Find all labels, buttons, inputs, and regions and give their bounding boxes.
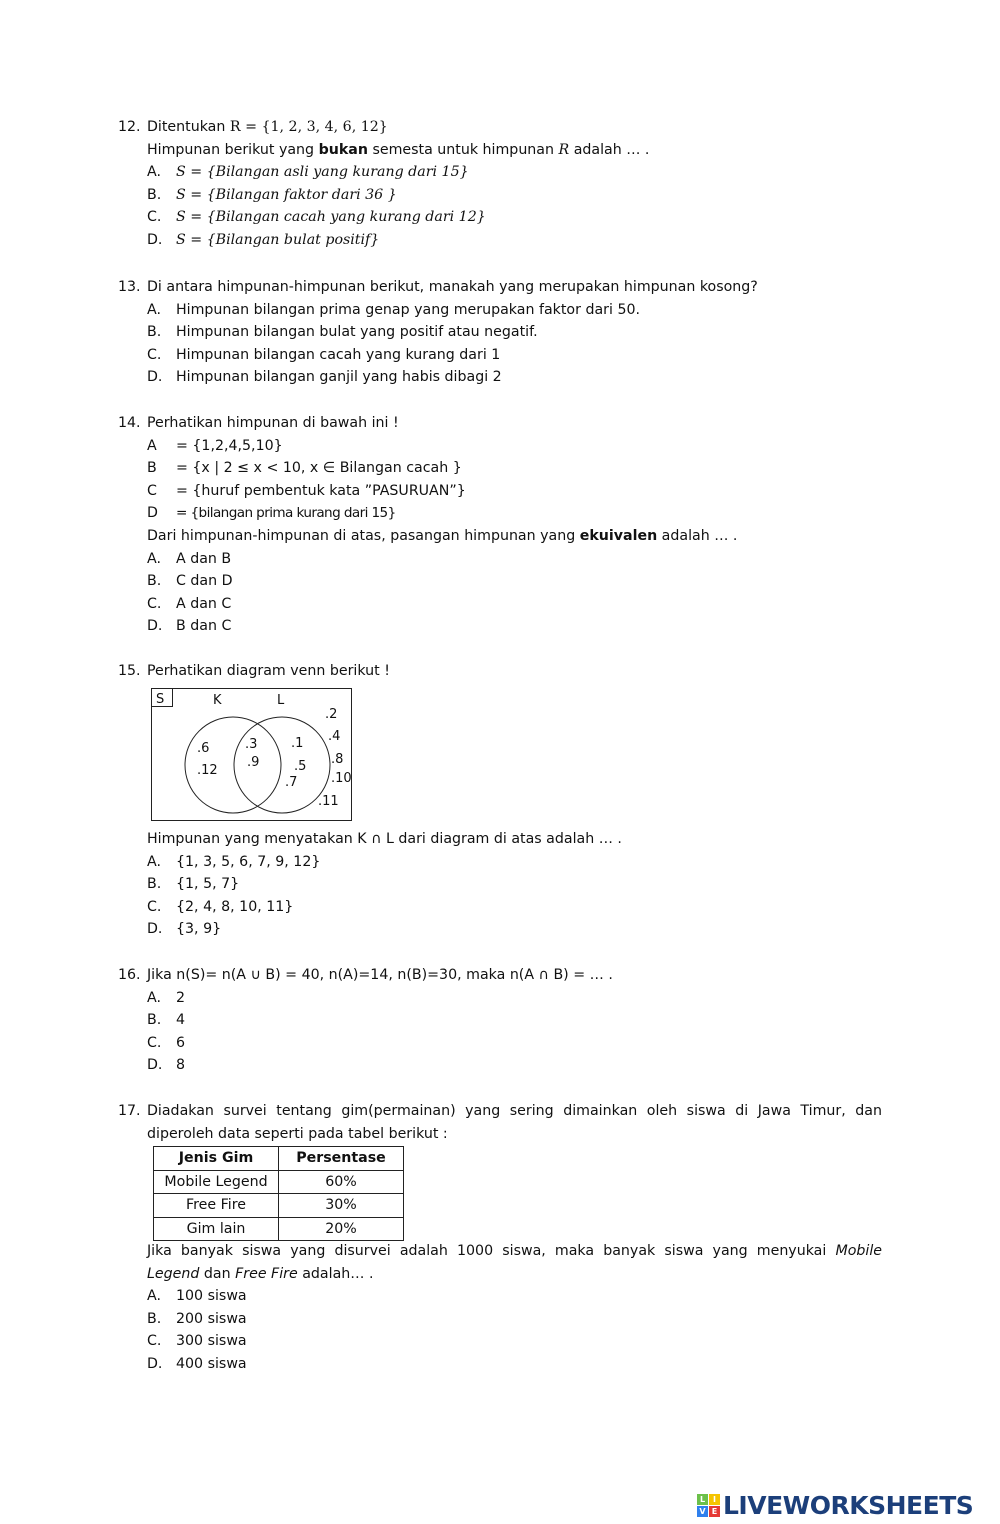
venn-element: .4	[328, 729, 341, 744]
option-text: Himpunan bilangan ganjil yang habis dibagi 2	[176, 369, 502, 386]
option-text: A dan C	[176, 595, 232, 612]
table-cell: Mobile Legend	[154, 1170, 279, 1194]
venn-element: .6	[197, 741, 210, 756]
option-c[interactable]	[118, 344, 882, 367]
option-b[interactable]	[118, 1308, 882, 1331]
logo-tile: V	[697, 1506, 708, 1517]
set-r-definition: R = {1, 2, 3, 4, 6, 12}	[229, 119, 388, 135]
logo-tile: I	[709, 1494, 720, 1505]
option-c[interactable]	[118, 1032, 882, 1055]
table-cell: 30%	[279, 1194, 404, 1218]
option-text: 8	[176, 1057, 186, 1074]
option-d[interactable]	[118, 615, 882, 638]
question-stem: diperoleh data seperti pada tabel berikut :	[147, 1125, 448, 1142]
question-prompt: Himpunan yang menyatakan K ∩ L dari diagram di atas adalah … .	[147, 831, 622, 847]
option-label: D.	[147, 1355, 163, 1372]
question-14	[118, 412, 882, 638]
set-c-definition	[118, 480, 882, 503]
option-b[interactable]	[118, 184, 882, 207]
option-label: B.	[147, 324, 162, 341]
logo-tiles-icon	[697, 1494, 720, 1517]
set-name: C	[147, 482, 157, 499]
option-text: 4	[176, 1012, 186, 1029]
variable: R	[558, 141, 570, 158]
question-number: 14.	[118, 415, 141, 431]
option-c[interactable]	[118, 896, 882, 919]
question-prompt: adalah … .	[657, 527, 738, 544]
option-text: C dan D	[176, 573, 233, 590]
option-text: {2, 4, 8, 10, 11}	[176, 898, 294, 915]
venn-element: .11	[318, 794, 339, 809]
question-text: Himpunan berikut yang	[147, 141, 319, 158]
question-stem: Di antara himpunan-himpunan berikut, manakah yang merupakan himpunan kosong?	[147, 279, 758, 295]
column-header: Jenis Gim	[154, 1147, 279, 1171]
question-prompt: Dari himpunan-himpunan di atas, pasangan himpunan yang	[147, 527, 580, 544]
option-label: D.	[147, 231, 163, 248]
option-d[interactable]	[118, 229, 882, 252]
question-12	[118, 116, 882, 252]
logo-text: LIVEWORKSHEETS	[723, 1490, 974, 1520]
option-text: Himpunan bilangan bulat yang positif atau negatif.	[176, 324, 538, 341]
prompt-text: dan	[199, 1265, 236, 1282]
option-label: D.	[147, 618, 163, 635]
option-text: Himpunan bilangan cacah yang kurang dari 1	[176, 346, 501, 363]
option-text: 2	[176, 989, 186, 1006]
option-label: A.	[147, 164, 161, 181]
option-text: A dan B	[176, 550, 232, 567]
emphasis-text: ekuivalen	[579, 527, 658, 544]
option-label: C.	[147, 209, 162, 226]
option-text: 100 siswa	[176, 1288, 247, 1305]
option-label: C.	[147, 346, 162, 363]
option-text: S = {Bilangan bulat positif}	[176, 231, 380, 248]
logo-tile: L	[697, 1494, 708, 1505]
question-number: 16.	[118, 967, 141, 983]
set-name: B	[147, 460, 157, 477]
question-17	[118, 1100, 882, 1145]
table-cell: 20%	[279, 1217, 404, 1241]
question-text: adalah … .	[569, 141, 650, 158]
set-value: = {bilangan prima kurang dari 15}	[176, 505, 396, 522]
option-label: C.	[147, 1034, 162, 1051]
option-a[interactable]	[118, 1285, 882, 1308]
option-label: A.	[147, 853, 161, 870]
venn-element: .3	[245, 737, 258, 752]
option-label: C.	[147, 898, 162, 915]
set-value: = {x | 2 ≤ x < 10, x ∈ Bilangan cacah }	[176, 460, 462, 477]
venn-diagram-graphic	[151, 688, 352, 821]
option-label: D.	[147, 1057, 163, 1074]
universe-label: S	[156, 692, 165, 707]
table-cell: Free Fire	[154, 1194, 279, 1218]
option-b[interactable]	[118, 1009, 882, 1032]
question-stem: Ditentukan	[147, 119, 230, 135]
option-label: A.	[147, 1288, 161, 1305]
option-label: B.	[147, 573, 162, 590]
set-d-definition	[118, 502, 882, 525]
option-label: C.	[147, 595, 162, 612]
option-text: {1, 5, 7}	[176, 876, 240, 893]
option-a[interactable]	[118, 851, 882, 874]
question-stem: Perhatikan himpunan di bawah ini !	[147, 415, 399, 431]
venn-element: .9	[247, 755, 260, 770]
liveworksheets-logo	[697, 1490, 973, 1520]
italic-term: Legend	[147, 1265, 200, 1282]
set-l-label: L	[277, 693, 285, 708]
venn-diagram	[151, 688, 352, 821]
survey-table	[153, 1146, 404, 1241]
question-prompt	[147, 1240, 882, 1263]
option-text: S = {Bilangan asli yang kurang dari 15}	[176, 164, 469, 181]
option-text: S = {Bilangan faktor dari 36 }	[176, 186, 397, 203]
prompt-text: Jika banyak siswa yang disurvei adalah 1000 siswa, maka banyak siswa yang menyukai	[147, 1243, 836, 1259]
venn-element: .10	[331, 771, 352, 786]
option-c[interactable]	[118, 1330, 882, 1353]
option-label: C.	[147, 1333, 162, 1350]
option-b[interactable]	[118, 873, 882, 896]
option-c[interactable]	[118, 206, 882, 229]
set-name: D	[147, 505, 158, 522]
option-a[interactable]	[118, 987, 882, 1010]
question-15	[118, 660, 882, 683]
italic-term: Free Fire	[235, 1265, 298, 1282]
set-name: A	[147, 437, 157, 454]
question-13	[118, 276, 882, 389]
question-number: 15.	[118, 663, 141, 679]
option-text: B dan C	[176, 618, 232, 635]
set-k-label: K	[213, 693, 222, 708]
option-label: A.	[147, 989, 161, 1006]
set-b-definition	[118, 457, 882, 480]
venn-element: .8	[331, 752, 344, 767]
option-d[interactable]	[118, 1054, 882, 1077]
prompt-text: adalah… .	[297, 1265, 374, 1282]
set-value: = {1,2,4,5,10}	[176, 437, 283, 454]
venn-element: .5	[294, 759, 307, 774]
option-label: B.	[147, 876, 162, 893]
option-label: B.	[147, 186, 162, 203]
venn-element: .1	[291, 736, 304, 751]
option-b[interactable]	[118, 321, 882, 344]
option-text: Himpunan bilangan prima genap yang merupakan faktor dari 50.	[176, 301, 641, 318]
option-d[interactable]	[118, 1353, 882, 1376]
option-a[interactable]	[118, 548, 882, 571]
question-stem: Perhatikan diagram venn berikut !	[147, 663, 390, 679]
question-stem: Diadakan survei tentang gim(permainan) yang sering dimainkan oleh siswa di Jawa Timur, dan	[147, 1103, 882, 1119]
table-row	[154, 1217, 404, 1241]
set-value: = {huruf pembentuk kata ”PASURUAN”}	[176, 482, 466, 499]
venn-element: .7	[285, 775, 298, 790]
option-c[interactable]	[118, 593, 882, 616]
column-header: Persentase	[279, 1147, 404, 1171]
question-text: semesta untuk himpunan	[367, 141, 559, 158]
option-label: D.	[147, 369, 163, 386]
option-label: D.	[147, 921, 163, 938]
venn-element: .2	[325, 707, 338, 722]
option-text: 6	[176, 1034, 186, 1051]
question-stem: Jika n(S)= n(A ∪ B) = 40, n(A)=14, n(B)=30, maka n(A ∩ B) = … .	[147, 967, 613, 983]
option-b[interactable]	[118, 570, 882, 593]
question-number: 12.	[118, 119, 141, 135]
italic-term: Mobile	[835, 1243, 882, 1259]
question-17-answers	[118, 1240, 882, 1376]
question-15-answers	[118, 828, 882, 941]
option-d[interactable]	[118, 366, 882, 389]
question-number: 13.	[118, 279, 141, 295]
table-row	[154, 1170, 404, 1194]
option-label: B.	[147, 1310, 162, 1327]
venn-element: .12	[197, 763, 218, 778]
logo-tile: E	[709, 1506, 720, 1517]
option-text: 400 siswa	[176, 1355, 247, 1372]
option-label: A.	[147, 301, 161, 318]
option-text: 200 siswa	[176, 1310, 247, 1327]
option-d[interactable]	[118, 918, 882, 941]
question-number: 17.	[118, 1103, 141, 1119]
table-row	[154, 1194, 404, 1218]
option-label: A.	[147, 550, 161, 567]
table-cell: Gim lain	[154, 1217, 279, 1241]
option-a[interactable]	[118, 299, 882, 322]
question-16	[118, 964, 882, 1077]
table-cell: 60%	[279, 1170, 404, 1194]
table-header-row	[154, 1147, 404, 1171]
option-text: S = {Bilangan cacah yang kurang dari 12}	[176, 209, 486, 226]
emphasis-text: bukan	[318, 141, 368, 158]
option-text: 300 siswa	[176, 1333, 247, 1350]
option-label: B.	[147, 1012, 162, 1029]
set-a-definition	[118, 435, 882, 458]
option-a[interactable]	[118, 161, 882, 184]
option-text: {3, 9}	[176, 921, 222, 938]
option-text: {1, 3, 5, 6, 7, 9, 12}	[176, 853, 321, 870]
